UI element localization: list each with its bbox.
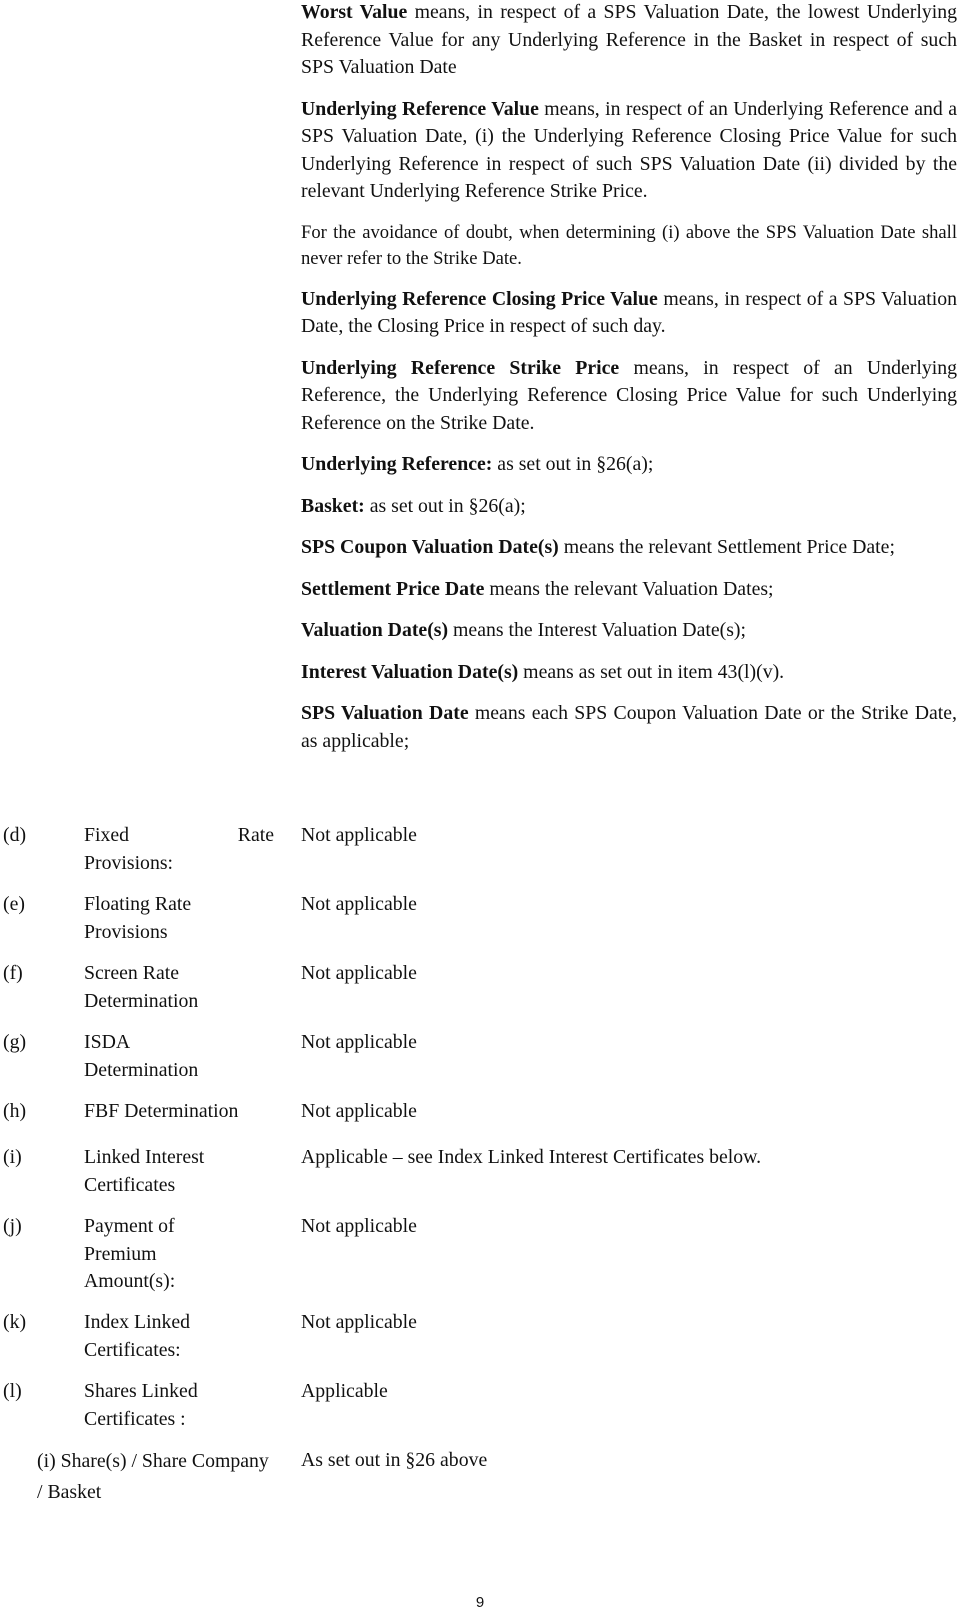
item-label-word: Rate <box>237 824 274 846</box>
definition-valuation-dates <box>301 617 957 645</box>
definition-text: means each SPS Coupon Valuation Date or the Strike Date, as applicable; <box>301 702 957 752</box>
definition-term: Underlying Reference Strike Price <box>301 356 620 379</box>
definition-underlying-reference-value <box>301 96 957 206</box>
item-number: (l) <box>3 1380 22 1402</box>
item-label-word: Provisions: <box>84 851 174 874</box>
definition-text: means, in respect of a SPS Valuation Date, the lowest Underlying Reference Value for any Underlying Reference in the Basket in respect of such SPS Valuation Date <box>301 1 957 78</box>
item-number: (i) <box>3 1146 22 1168</box>
definition-text: means, in respect of a SPS Valuation Date, the Closing Price in respect of such day. <box>301 287 957 337</box>
item-value: Not applicable <box>301 893 417 915</box>
definition-term: Underlying Reference: <box>301 453 493 475</box>
definition-settlement-price-date <box>301 576 957 604</box>
item-value: Not applicable <box>301 1031 417 1053</box>
definition-text: means as set out in item 43(l)(v). <box>518 660 785 683</box>
item-value: Not applicable <box>301 962 417 984</box>
item-number: (j) <box>3 1215 22 1237</box>
item-label: Shares Linked Certificates : <box>84 1380 198 1430</box>
definition-text: means the Interest Valuation Date(s); <box>448 619 746 641</box>
page-number: 9 <box>475 1594 485 1611</box>
definition-term: Settlement Price Date <box>301 577 485 600</box>
item-value: Applicable <box>301 1380 388 1402</box>
sub-item-label: (i) Share(s) / Share Company / Basket <box>37 1450 269 1503</box>
definition-term: Interest Valuation Date(s) <box>301 660 519 683</box>
definition-text: means the relevant Settlement Price Date; <box>558 536 895 558</box>
definition-worst-value <box>301 0 957 82</box>
definition-term: SPS Valuation Date <box>301 702 469 724</box>
item-label <box>84 822 274 877</box>
definition-term: Basket: <box>301 494 365 517</box>
definition-text: means, in respect of an Underlying Reference and a SPS Valuation Date, (i) the Underlying Reference Closing Price Value for such Underlying Reference in respect of such SPS Valuation Date (ii) divided by the relevant Underlying Reference Strike Price. <box>301 97 957 202</box>
definition-closing-price-value <box>301 286 957 341</box>
item-label: Linked Interest Certificates <box>84 1146 205 1196</box>
definition-term: SPS Coupon Valuation Date(s) <box>301 536 559 558</box>
item-number: (k) <box>3 1311 27 1333</box>
item-label: Payment of Premium Amount(s): <box>84 1215 176 1292</box>
definition-term: Underlying Reference Closing Price Value <box>301 287 658 310</box>
item-label: Index Linked Certificates: <box>84 1311 191 1361</box>
item-label: Floating Rate Provisions <box>84 893 192 943</box>
avoidance-of-doubt-note <box>301 220 957 272</box>
item-number: (d) <box>3 824 27 846</box>
definition-sps-valuation-date <box>301 700 957 755</box>
definition-term: Valuation Date(s) <box>301 619 449 641</box>
definition-text: as set out in §26(a); <box>364 494 526 517</box>
item-number: (e) <box>3 893 25 915</box>
definition-strike-price <box>301 355 957 438</box>
item-value: Not applicable <box>301 1215 417 1237</box>
sub-item-value: As set out in §26 above <box>301 1449 488 1471</box>
item-value: Applicable – see Index Linked Interest Certificates below. <box>301 1146 762 1168</box>
item-value: Not applicable <box>301 824 417 846</box>
definition-term: Underlying Reference Value <box>301 97 539 120</box>
definition-underlying-reference <box>301 451 957 479</box>
item-label-word: Fixed <box>84 824 130 846</box>
definition-text: means the relevant Valuation Dates; <box>484 577 774 600</box>
definition-interest-valuation-dates <box>301 659 957 687</box>
item-label-line <box>84 822 274 850</box>
item-label: FBF Determination <box>84 1100 239 1122</box>
item-label: ISDA Determination <box>84 1031 199 1081</box>
item-number: (g) <box>3 1031 27 1053</box>
definition-basket <box>301 493 957 521</box>
definition-text: For the avoidance of doubt, when determining (i) above the SPS Valuation Date shall never refer to the Strike Date. <box>301 221 957 269</box>
definition-text: means, in respect of an Underlying Reference, the Underlying Reference Closing Price Value for such Underlying Reference on the Strike Date. <box>301 356 958 434</box>
definition-sps-coupon-valuation-date <box>301 534 957 562</box>
definitions-block <box>301 0 957 769</box>
definition-text: as set out in §26(a); <box>492 453 654 475</box>
definition-term: Worst Value <box>301 1 408 23</box>
item-number: (f) <box>3 962 23 984</box>
item-value: Not applicable <box>301 1311 417 1333</box>
item-label: Screen Rate Determination <box>84 962 199 1012</box>
item-number: (h) <box>3 1100 27 1122</box>
item-value: Not applicable <box>301 1100 417 1122</box>
